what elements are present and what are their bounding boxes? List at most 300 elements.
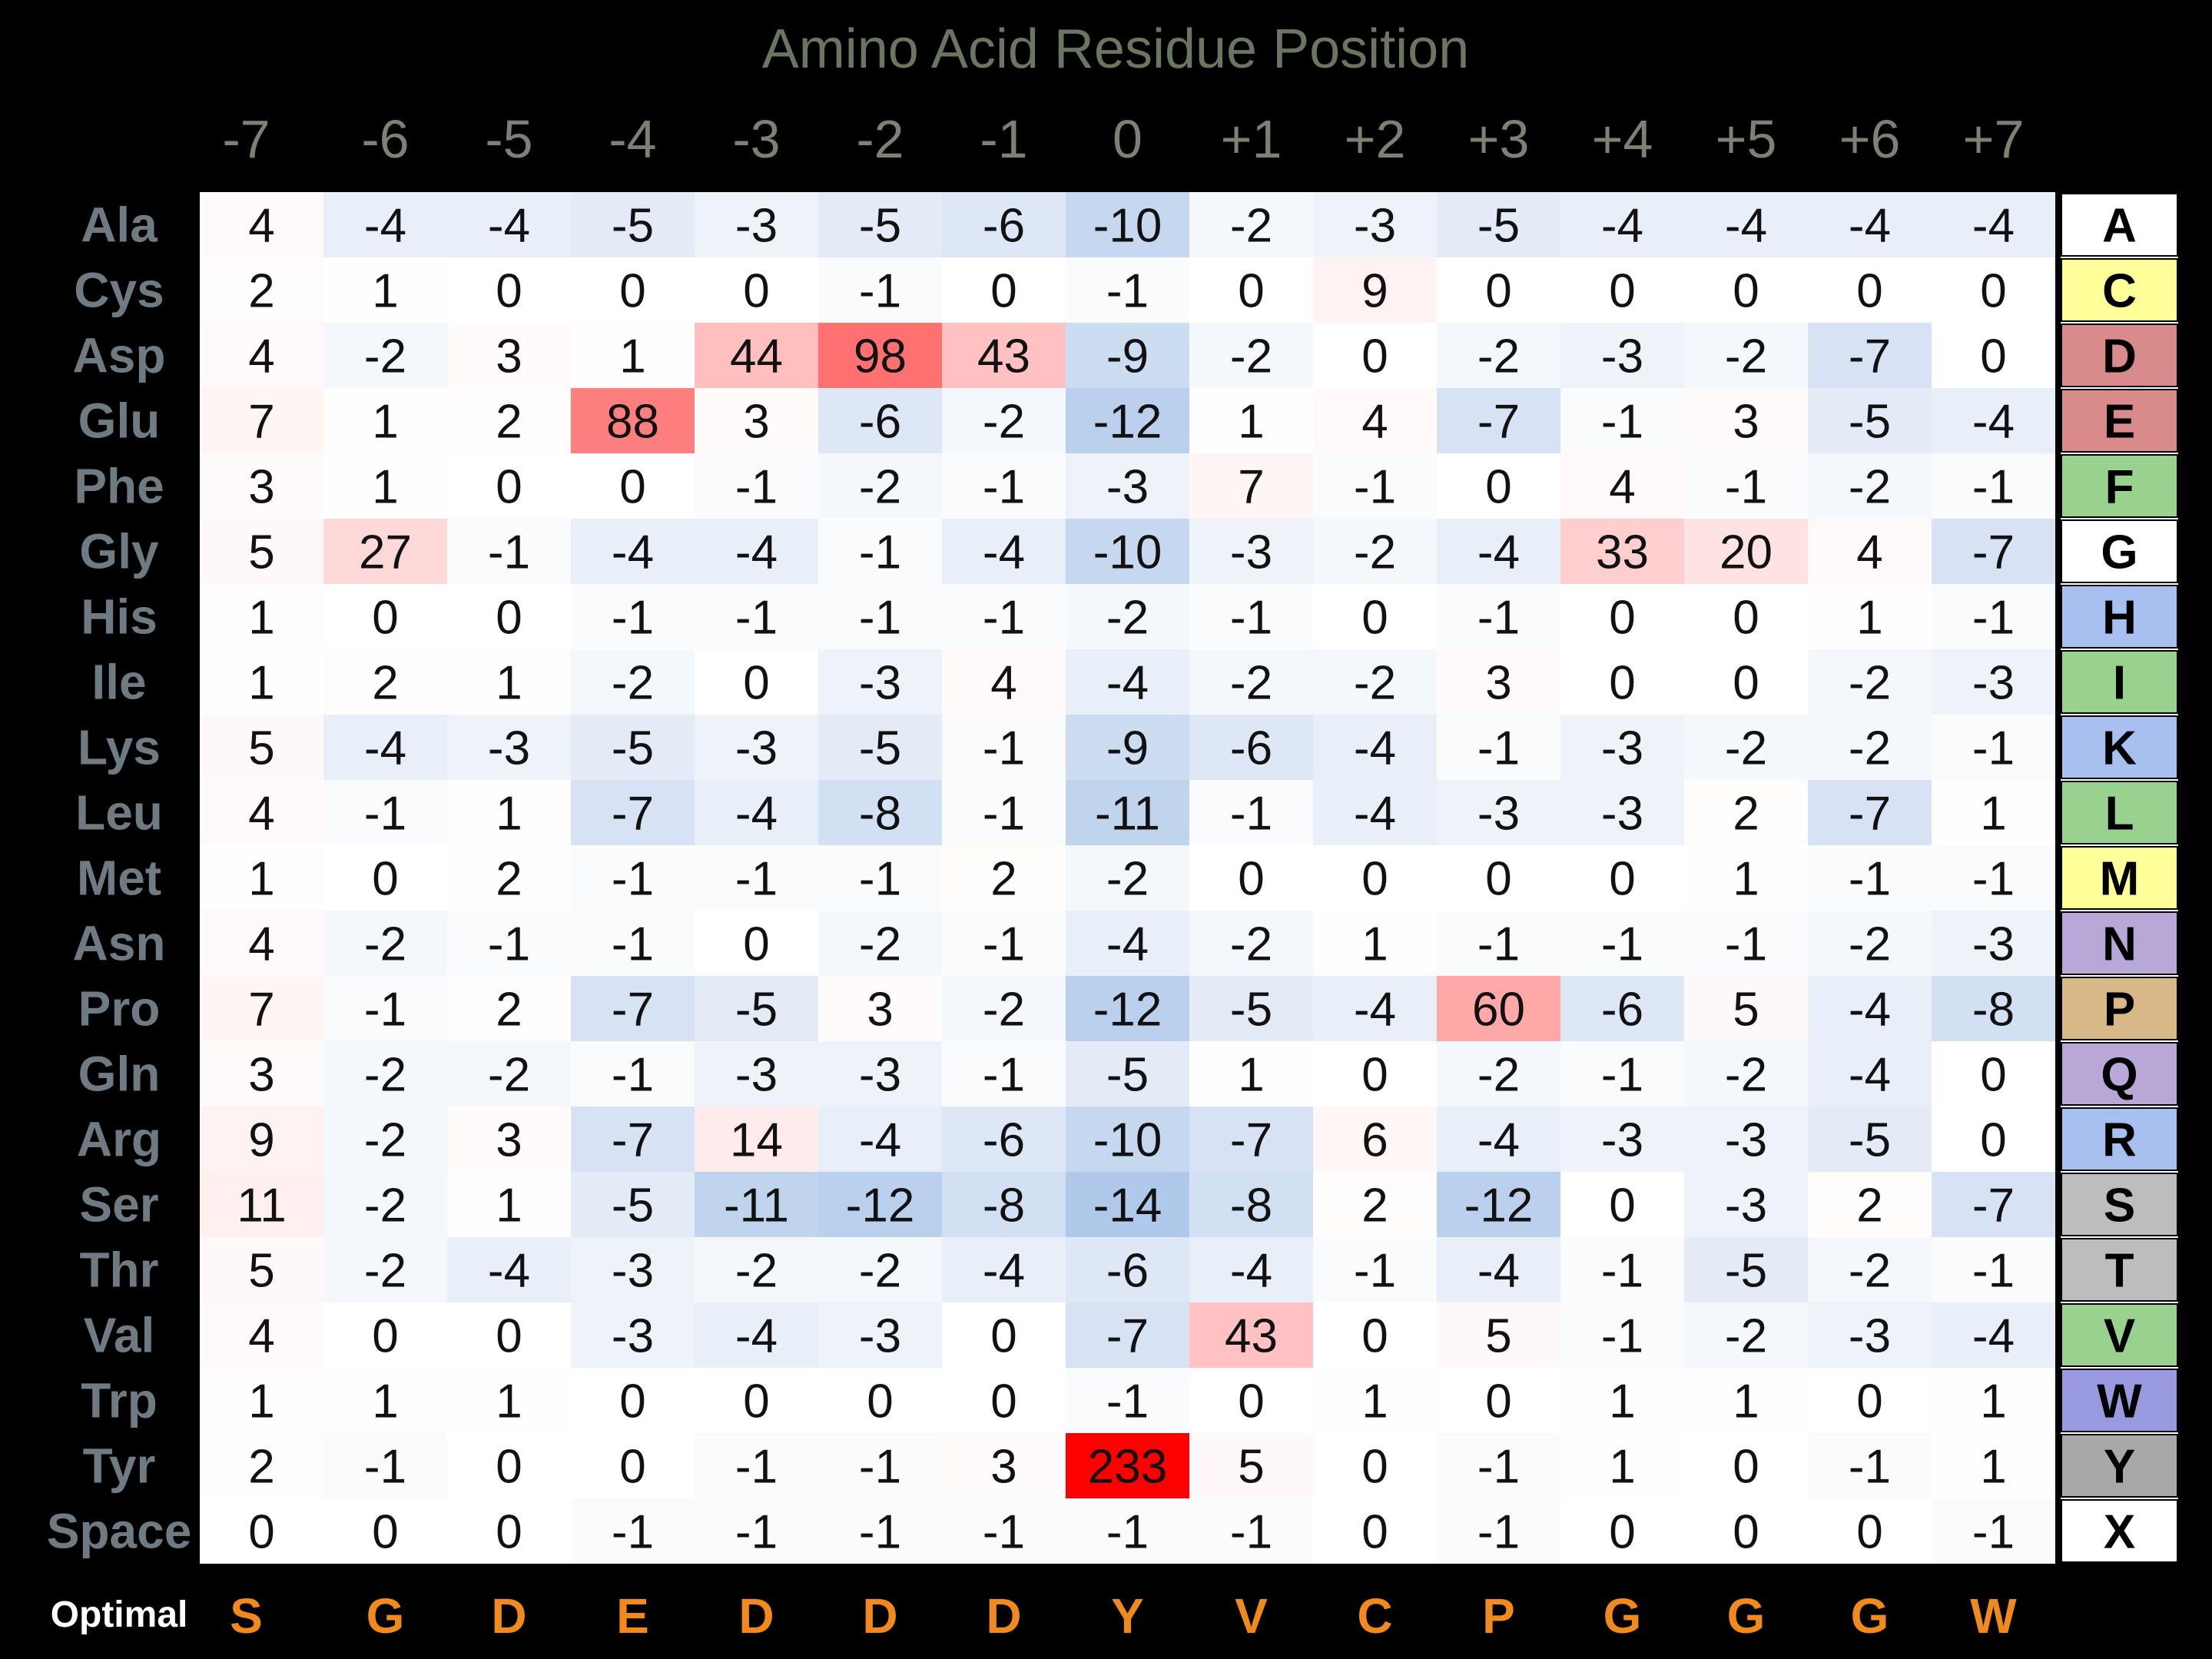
cell-value: -6 bbox=[858, 395, 902, 449]
cell-value: -4 bbox=[363, 199, 407, 253]
cell-value: -2 bbox=[1848, 917, 1892, 971]
cell-value: 0 bbox=[990, 1309, 1017, 1363]
cell-value: -1 bbox=[1600, 395, 1644, 449]
cell-value: -2 bbox=[363, 330, 407, 383]
row-letter-boxes bbox=[2060, 192, 2179, 1564]
column-tick: -4 bbox=[609, 109, 657, 169]
cell-value: -3 bbox=[858, 1048, 902, 1102]
cell-value: 0 bbox=[1733, 264, 1759, 318]
cell-value: 98 bbox=[854, 330, 907, 383]
cell-value: -1 bbox=[1477, 722, 1521, 775]
cell-value: -6 bbox=[1229, 722, 1273, 775]
cell-value: -4 bbox=[1600, 199, 1644, 253]
cell-value: 0 bbox=[372, 1505, 399, 1559]
cell-value: -2 bbox=[858, 460, 902, 514]
cell-value: 0 bbox=[1361, 1309, 1388, 1363]
cell-value: 1 bbox=[248, 852, 275, 906]
cell-value: 5 bbox=[248, 1244, 275, 1298]
cell-value: 0 bbox=[1485, 264, 1512, 318]
optimal-residue: W bbox=[1970, 1588, 2017, 1644]
optimal-residue: G bbox=[366, 1588, 405, 1644]
row-label: Arg bbox=[76, 1111, 162, 1167]
cell-value: -4 bbox=[1477, 1113, 1521, 1167]
cell-value: -1 bbox=[1477, 1505, 1521, 1559]
cell-value: -1 bbox=[1229, 1505, 1273, 1559]
column-tick: 0 bbox=[1113, 109, 1142, 169]
cell-value: -1 bbox=[487, 526, 531, 579]
cell-value: 5 bbox=[1238, 1440, 1265, 1494]
cell-value: -1 bbox=[611, 1048, 655, 1102]
cell-value: 0 bbox=[1980, 264, 2007, 318]
cell-value: 1 bbox=[619, 330, 646, 383]
cell-value: -4 bbox=[982, 526, 1026, 579]
cell-value: 2 bbox=[248, 1440, 275, 1494]
optimal-residue: Y bbox=[1111, 1588, 1144, 1644]
cell-value: 4 bbox=[990, 656, 1017, 710]
row-label: Space bbox=[46, 1503, 192, 1559]
cell-value: -1 bbox=[858, 1440, 902, 1494]
cell-value: 0 bbox=[1733, 1440, 1759, 1494]
cell-value: -4 bbox=[1724, 199, 1768, 253]
cell-value: -3 bbox=[1106, 460, 1149, 514]
cell-value: -2 bbox=[1848, 460, 1892, 514]
cell-value: 2 bbox=[372, 656, 399, 710]
cell-value: -6 bbox=[1600, 983, 1644, 1037]
cell-value: -3 bbox=[1600, 1113, 1644, 1167]
cell-value: 5 bbox=[248, 526, 275, 579]
cell-value: -3 bbox=[1724, 1179, 1768, 1233]
cell-value: -1 bbox=[982, 722, 1026, 775]
cell-value: -3 bbox=[1353, 199, 1397, 253]
letter-box-label: P bbox=[2103, 983, 2136, 1037]
cell-value: -7 bbox=[611, 787, 655, 841]
cell-value: 0 bbox=[743, 656, 770, 710]
cell-value: -2 bbox=[1477, 1048, 1521, 1102]
cell-value: 4 bbox=[248, 330, 275, 383]
cell-value: 3 bbox=[496, 1113, 522, 1167]
cell-value: -1 bbox=[982, 917, 1026, 971]
optimal-residue: D bbox=[862, 1588, 898, 1644]
cell-value: -1 bbox=[363, 787, 407, 841]
cell-value: -12 bbox=[845, 1179, 915, 1233]
cell-value: 0 bbox=[1485, 852, 1512, 906]
row-label: Gln bbox=[78, 1046, 161, 1102]
cell-value: -2 bbox=[1724, 722, 1768, 775]
letter-box-label: V bbox=[2103, 1309, 2136, 1363]
cell-value: 1 bbox=[248, 1375, 275, 1428]
cell-value: 1 bbox=[496, 1375, 522, 1428]
column-ticks bbox=[222, 109, 2024, 169]
cell-value: 0 bbox=[1361, 852, 1388, 906]
cell-value: -2 bbox=[1229, 199, 1273, 253]
cell-value: -5 bbox=[1229, 983, 1273, 1037]
cell-value: 0 bbox=[1856, 264, 1883, 318]
cell-value: 7 bbox=[248, 983, 275, 1037]
cell-value: -1 bbox=[1229, 787, 1273, 841]
cell-value: 0 bbox=[743, 1375, 770, 1428]
row-label: Gly bbox=[79, 523, 159, 579]
cell-value: -2 bbox=[1229, 330, 1273, 383]
cell-value: -3 bbox=[487, 722, 531, 775]
cell-value: -1 bbox=[858, 1505, 902, 1559]
cell-value: -12 bbox=[1093, 983, 1162, 1037]
cell-value: 43 bbox=[1225, 1309, 1278, 1363]
cell-value: -2 bbox=[1848, 1244, 1892, 1298]
column-tick: -1 bbox=[980, 109, 1028, 169]
row-label: Cys bbox=[74, 262, 164, 318]
cell-value: 1 bbox=[1733, 1375, 1759, 1428]
cell-value: -5 bbox=[1724, 1244, 1768, 1298]
cell-value: -2 bbox=[363, 1113, 407, 1167]
cell-value: -5 bbox=[858, 199, 902, 253]
cell-value: -1 bbox=[611, 852, 655, 906]
cell-value: 0 bbox=[619, 1440, 646, 1494]
cell-value: -4 bbox=[1106, 656, 1149, 710]
cell-value: 0 bbox=[1980, 1048, 2007, 1102]
cell-value: 1 bbox=[1609, 1375, 1636, 1428]
optimal-label: Optimal bbox=[50, 1594, 188, 1635]
letter-box-label: W bbox=[2097, 1375, 2142, 1428]
letter-box-label: L bbox=[2104, 787, 2134, 841]
letter-box-label: H bbox=[2102, 591, 2137, 645]
cell-value: -1 bbox=[1724, 917, 1768, 971]
cell-value: 33 bbox=[1596, 526, 1649, 579]
cell-value: 0 bbox=[1980, 1113, 2007, 1167]
cell-value: -1 bbox=[1848, 852, 1892, 906]
cell-value: 1 bbox=[248, 591, 275, 645]
cell-value: 1 bbox=[248, 656, 275, 710]
cell-value: -2 bbox=[1724, 1309, 1768, 1363]
cell-value: -1 bbox=[1724, 460, 1768, 514]
letter-box-label: F bbox=[2104, 460, 2134, 514]
row-label: His bbox=[81, 589, 158, 645]
cell-value: 0 bbox=[1609, 852, 1636, 906]
cell-value: 4 bbox=[1609, 460, 1636, 514]
cell-value: 4 bbox=[248, 1309, 275, 1363]
letter-box-label: T bbox=[2104, 1244, 2134, 1298]
letter-box-label: I bbox=[2112, 656, 2127, 710]
cell-value: -3 bbox=[1972, 917, 2015, 971]
cell-value: -1 bbox=[1106, 264, 1149, 318]
cell-value: 0 bbox=[1733, 591, 1759, 645]
cell-value: -14 bbox=[1093, 1179, 1162, 1233]
cell-value: -2 bbox=[1724, 330, 1768, 383]
cell-value: 0 bbox=[1361, 1440, 1388, 1494]
cell-value: -8 bbox=[982, 1179, 1026, 1233]
cell-value: 27 bbox=[359, 526, 412, 579]
letter-box-label: K bbox=[2102, 722, 2137, 775]
optimal-residue: S bbox=[230, 1588, 263, 1644]
cell-value: 1 bbox=[1609, 1440, 1636, 1494]
cell-value: -5 bbox=[611, 1179, 655, 1233]
cell-value: -4 bbox=[1848, 1048, 1892, 1102]
cell-value: 0 bbox=[1856, 1375, 1883, 1428]
cell-value: -4 bbox=[1353, 983, 1397, 1037]
cell-value: 4 bbox=[1856, 526, 1883, 579]
cell-value: 1 bbox=[1980, 787, 2007, 841]
cell-value: -1 bbox=[1477, 917, 1521, 971]
cell-value: 2 bbox=[496, 395, 522, 449]
cell-value: 2 bbox=[496, 983, 522, 1037]
cell-value: 0 bbox=[1485, 460, 1512, 514]
cell-value: 2 bbox=[990, 852, 1017, 906]
cell-value: 0 bbox=[990, 1375, 1017, 1428]
cell-value: -4 bbox=[1972, 199, 2015, 253]
cell-value: 1 bbox=[496, 656, 522, 710]
cell-value: -1 bbox=[1972, 852, 2015, 906]
row-label: Glu bbox=[78, 393, 161, 449]
column-tick: -3 bbox=[732, 109, 781, 169]
row-label: Ile bbox=[91, 654, 147, 710]
cell-value: 1 bbox=[372, 395, 399, 449]
letter-box-label: E bbox=[2103, 395, 2136, 449]
cell-value: -3 bbox=[1477, 787, 1521, 841]
cell-value: 0 bbox=[743, 917, 770, 971]
cell-value: -2 bbox=[1106, 591, 1149, 645]
column-tick: +4 bbox=[1591, 109, 1653, 169]
cell-value: 0 bbox=[743, 264, 770, 318]
cell-value: -2 bbox=[982, 983, 1026, 1037]
cell-value: -10 bbox=[1093, 1113, 1162, 1167]
cell-value: 0 bbox=[1361, 591, 1388, 645]
cell-value: -3 bbox=[1600, 787, 1644, 841]
cell-value: -8 bbox=[1229, 1179, 1273, 1233]
cell-value: -2 bbox=[858, 1244, 902, 1298]
cell-value: -1 bbox=[1972, 722, 2015, 775]
cell-value: 7 bbox=[1238, 460, 1265, 514]
column-tick: +6 bbox=[1839, 109, 1901, 169]
row-label: Val bbox=[83, 1307, 155, 1363]
cell-value: 0 bbox=[619, 1375, 646, 1428]
cell-value: -4 bbox=[735, 1309, 778, 1363]
cell-value: -3 bbox=[1229, 526, 1273, 579]
cell-value: 2 bbox=[496, 852, 522, 906]
cell-value: -2 bbox=[1353, 656, 1397, 710]
cell-value: 3 bbox=[248, 460, 275, 514]
cell-value: -5 bbox=[1848, 1113, 1892, 1167]
cell-value: -3 bbox=[611, 1309, 655, 1363]
cell-value: -9 bbox=[1106, 330, 1149, 383]
cell-value: 0 bbox=[1609, 591, 1636, 645]
cell-value: 0 bbox=[1609, 656, 1636, 710]
row-label: Asn bbox=[72, 915, 166, 971]
cell-value: -2 bbox=[1724, 1048, 1768, 1102]
letter-box-label: D bbox=[2102, 330, 2137, 383]
cell-value: -4 bbox=[363, 722, 407, 775]
optimal-residue: G bbox=[1850, 1588, 1889, 1644]
cell-value: -7 bbox=[1106, 1309, 1149, 1363]
cell-value: 4 bbox=[248, 199, 275, 253]
column-tick: +1 bbox=[1220, 109, 1282, 169]
cell-value: 0 bbox=[1856, 1505, 1883, 1559]
cell-value: -1 bbox=[735, 591, 778, 645]
cell-value: -3 bbox=[611, 1244, 655, 1298]
cell-value: 2 bbox=[248, 264, 275, 318]
cell-value: 9 bbox=[248, 1113, 275, 1167]
letter-box-label: C bbox=[2102, 264, 2137, 318]
cell-value: -1 bbox=[858, 852, 902, 906]
cell-value: 1 bbox=[372, 460, 399, 514]
cell-value: 2 bbox=[1733, 787, 1759, 841]
optimal-residue: D bbox=[986, 1588, 1022, 1644]
heatmap-cells bbox=[200, 192, 2055, 1564]
column-tick: +5 bbox=[1715, 109, 1777, 169]
cell-value: 88 bbox=[606, 395, 659, 449]
cell-value: -3 bbox=[1600, 722, 1644, 775]
cell-value: 0 bbox=[248, 1505, 275, 1559]
cell-value: 2 bbox=[1361, 1179, 1388, 1233]
cell-value: 4 bbox=[1361, 395, 1388, 449]
cell-value: -2 bbox=[982, 395, 1026, 449]
cell-value: 0 bbox=[1980, 330, 2007, 383]
cell-value: 0 bbox=[619, 264, 646, 318]
letter-box-label: R bbox=[2102, 1113, 2137, 1167]
cell-value: 0 bbox=[1609, 264, 1636, 318]
column-tick: -2 bbox=[856, 109, 904, 169]
cell-value: -5 bbox=[1477, 199, 1521, 253]
cell-value: -2 bbox=[1477, 330, 1521, 383]
cell-value: 5 bbox=[1733, 983, 1759, 1037]
cell-value: -5 bbox=[1848, 395, 1892, 449]
cell-value: -2 bbox=[1353, 526, 1397, 579]
cell-value: -3 bbox=[735, 1048, 778, 1102]
cell-value: -7 bbox=[1477, 395, 1521, 449]
cell-value: -6 bbox=[982, 199, 1026, 253]
cell-value: -6 bbox=[982, 1113, 1026, 1167]
column-tick: +2 bbox=[1344, 109, 1406, 169]
row-label: Ser bbox=[79, 1176, 159, 1233]
cell-value: -1 bbox=[735, 852, 778, 906]
cell-value: -2 bbox=[487, 1048, 531, 1102]
optimal-residue: E bbox=[616, 1588, 649, 1644]
cell-value: -4 bbox=[858, 1113, 902, 1167]
cell-value: 0 bbox=[1361, 330, 1388, 383]
cell-value: 0 bbox=[1361, 1505, 1388, 1559]
cell-value: 4 bbox=[248, 787, 275, 841]
cell-value: 0 bbox=[1733, 1505, 1759, 1559]
cell-value: 6 bbox=[1361, 1113, 1388, 1167]
cell-value: -1 bbox=[1972, 460, 2015, 514]
cell-value: -1 bbox=[363, 1440, 407, 1494]
cell-value: -3 bbox=[1600, 330, 1644, 383]
cell-value: -8 bbox=[1972, 983, 2015, 1037]
cell-value: 60 bbox=[1472, 983, 1525, 1037]
cell-value: -1 bbox=[858, 264, 902, 318]
cell-value: 0 bbox=[1485, 1375, 1512, 1428]
cell-value: -5 bbox=[611, 199, 655, 253]
cell-value: 0 bbox=[496, 460, 522, 514]
cell-value: -4 bbox=[1972, 395, 2015, 449]
optimal-row bbox=[51, 1588, 2018, 1644]
cell-value: -1 bbox=[1600, 1309, 1644, 1363]
cell-value: -8 bbox=[858, 787, 902, 841]
cell-value: 3 bbox=[867, 983, 894, 1037]
cell-value: -11 bbox=[1094, 787, 1161, 841]
cell-value: 20 bbox=[1720, 526, 1773, 579]
cell-value: -1 bbox=[1229, 591, 1273, 645]
cell-value: -1 bbox=[1106, 1375, 1149, 1428]
cell-value: -9 bbox=[1106, 722, 1149, 775]
cell-value: -12 bbox=[1464, 1179, 1534, 1233]
column-tick: +7 bbox=[1962, 109, 2025, 169]
cell-value: 0 bbox=[1609, 1179, 1636, 1233]
cell-value: -5 bbox=[1106, 1048, 1149, 1102]
column-tick: -7 bbox=[222, 109, 270, 169]
cell-value: -1 bbox=[1600, 1244, 1644, 1298]
cell-value: -2 bbox=[735, 1244, 778, 1298]
cell-value: -4 bbox=[982, 1244, 1026, 1298]
cell-value: -5 bbox=[858, 722, 902, 775]
letter-box-label: N bbox=[2102, 917, 2137, 971]
cell-value: 1 bbox=[496, 787, 522, 841]
cell-value: -1 bbox=[1600, 917, 1644, 971]
cell-value: -4 bbox=[1848, 199, 1892, 253]
letter-box-label: G bbox=[2101, 526, 2138, 579]
cell-value: -1 bbox=[1353, 460, 1397, 514]
cell-value: 1 bbox=[1980, 1375, 2007, 1428]
cell-value: 0 bbox=[496, 1309, 522, 1363]
cell-value: 0 bbox=[372, 591, 399, 645]
cell-value: 0 bbox=[496, 591, 522, 645]
cell-value: -1 bbox=[611, 917, 655, 971]
column-tick: -5 bbox=[485, 109, 533, 169]
cell-value: -1 bbox=[487, 917, 531, 971]
cell-value: 0 bbox=[1733, 656, 1759, 710]
cell-value: 0 bbox=[1361, 1048, 1388, 1102]
cell-value: -5 bbox=[611, 722, 655, 775]
cell-value: -7 bbox=[611, 983, 655, 1037]
cell-value: -1 bbox=[1848, 1440, 1892, 1494]
row-label: Ala bbox=[81, 197, 158, 253]
cell-value: 0 bbox=[372, 1309, 399, 1363]
cell-value: -3 bbox=[858, 656, 902, 710]
cell-value: -2 bbox=[858, 917, 902, 971]
row-label: Pro bbox=[78, 980, 161, 1037]
cell-value: 3 bbox=[990, 1440, 1017, 1494]
cell-value: -1 bbox=[982, 787, 1026, 841]
cell-value: 0 bbox=[1609, 1505, 1636, 1559]
cell-value: 2 bbox=[1856, 1179, 1883, 1233]
row-label: Tyr bbox=[82, 1438, 156, 1494]
cell-value: 0 bbox=[619, 460, 646, 514]
cell-value: -4 bbox=[735, 526, 778, 579]
cell-value: -7 bbox=[1229, 1113, 1273, 1167]
cell-value: -4 bbox=[1106, 917, 1149, 971]
cell-value: -1 bbox=[1600, 1048, 1644, 1102]
cell-value: -1 bbox=[982, 1048, 1026, 1102]
letter-box-label: Q bbox=[2101, 1048, 2138, 1102]
cell-value: 1 bbox=[1733, 852, 1759, 906]
cell-value: 1 bbox=[1980, 1440, 2007, 1494]
cell-value: -1 bbox=[1972, 1244, 2015, 1298]
cell-value: -3 bbox=[858, 1309, 902, 1363]
cell-value: -3 bbox=[1972, 656, 2015, 710]
row-label: Phe bbox=[74, 458, 164, 514]
cell-value: -4 bbox=[1972, 1309, 2015, 1363]
cell-value: -2 bbox=[363, 1179, 407, 1233]
cell-value: -1 bbox=[858, 591, 902, 645]
cell-value: -1 bbox=[1972, 1505, 2015, 1559]
cell-value: -10 bbox=[1093, 199, 1162, 253]
cell-value: 14 bbox=[730, 1113, 783, 1167]
cell-value: 0 bbox=[496, 264, 522, 318]
cell-value: -1 bbox=[363, 983, 407, 1037]
cell-value: -1 bbox=[611, 1505, 655, 1559]
cell-value: 3 bbox=[248, 1048, 275, 1102]
cell-value: 1 bbox=[1238, 395, 1265, 449]
cell-value: -7 bbox=[1972, 526, 2015, 579]
cell-value: -7 bbox=[611, 1113, 655, 1167]
